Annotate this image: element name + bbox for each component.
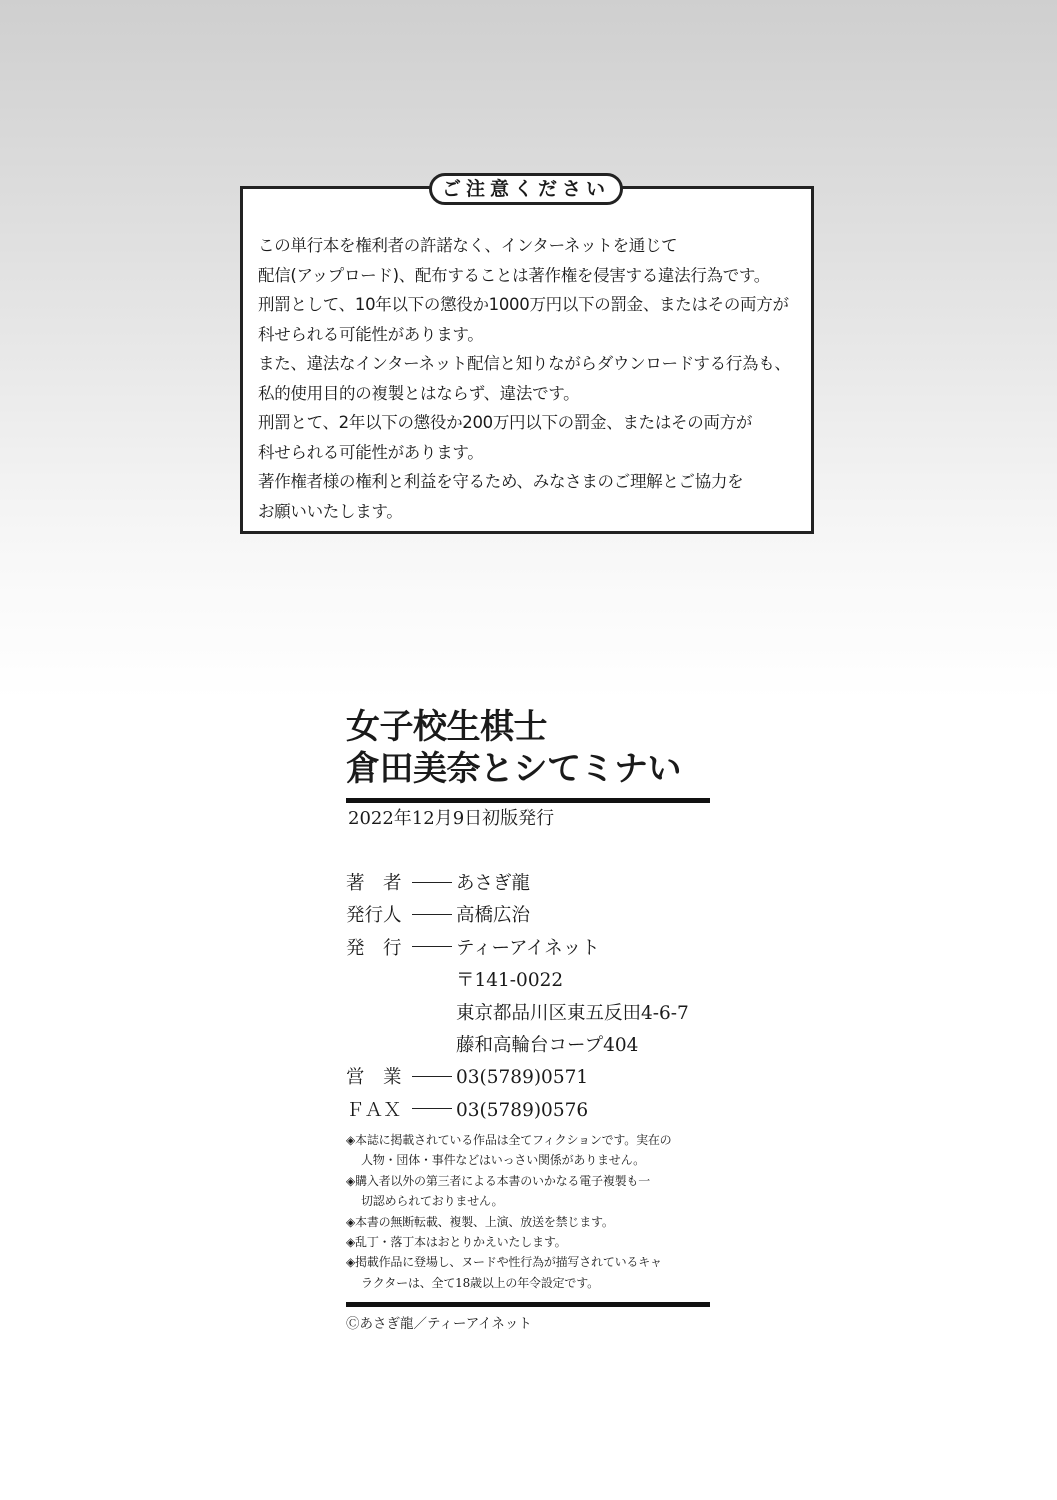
book-title bbox=[346, 706, 746, 790]
notice-line: この単行本を権利者の許諾なく、インターネットを通じて bbox=[258, 236, 678, 255]
note-line: ラクターは、全て18歳以上の年令設定です。 bbox=[361, 1275, 599, 1290]
notice-line: 刑罰として、10年以下の懲役か1000万円以下の罰金、またはその両方が bbox=[258, 295, 789, 314]
sales-phone: 03(5789)0571 bbox=[456, 1067, 589, 1089]
notice-line: お願いいたします。 bbox=[258, 501, 403, 521]
address-line-2: 藤和高輪台コープ404 bbox=[456, 1034, 639, 1056]
publisher-label: 発 行 bbox=[346, 937, 402, 959]
note-line: ◈掲載作品に登場し、ヌードや性行為が描写されているキャ bbox=[346, 1255, 662, 1270]
notice-line: 私的使用目的の複製とはならず、違法です。 bbox=[258, 383, 580, 403]
note-line: ◈購入者以外の第三者による本書のいかなる電子複製も一 bbox=[346, 1173, 651, 1188]
title-divider bbox=[346, 798, 710, 803]
book-title-line-1: 女子校生棋士 bbox=[346, 707, 547, 747]
author-name: あさぎ龍 bbox=[456, 873, 531, 894]
note-line: 切認められておりません。 bbox=[361, 1194, 504, 1209]
notice-text bbox=[258, 231, 808, 526]
notice-line: 配信(アップロード)、配布することは著作権を侵害する違法行為です。 bbox=[258, 265, 770, 285]
postal-code: 〒141-0022 bbox=[456, 970, 564, 992]
address-line-1: 東京都品川区東五反田4-6-7 bbox=[456, 1002, 689, 1024]
publisher-person-name: 高橋広治 bbox=[456, 905, 531, 927]
notice-line: 科せられる可能性があります。 bbox=[258, 442, 484, 462]
notice-line: また、違法なインターネット配信と知りながらダウンロードする行為も、 bbox=[258, 354, 791, 373]
notice-line: 著作権者様の権利と利益を守るため、みなさまのご理解とご協力を bbox=[258, 472, 744, 491]
note-line: ◈本誌に掲載されている作品は全てフィクションです。実在の bbox=[346, 1133, 672, 1147]
leader-dash bbox=[412, 933, 456, 965]
fax-number: 03(5789)0576 bbox=[456, 1099, 589, 1121]
note-line: 人物・団体・事件などはいっさい関係がありません。 bbox=[361, 1153, 645, 1168]
sales-label: 営 業 bbox=[346, 1067, 402, 1089]
colophon-fax-row bbox=[346, 1095, 766, 1127]
colophon bbox=[346, 868, 766, 1127]
notice-line: 科せられる可能性があります。 bbox=[258, 324, 484, 344]
copyright: Ⓒあさぎ龍／ティーアイネット bbox=[346, 1316, 532, 1332]
publication-date: 2022年12月9日初版発行 bbox=[348, 808, 555, 829]
colophon-publisher-person-row bbox=[346, 900, 766, 932]
notice-title: ご注意ください bbox=[429, 173, 623, 205]
notes-divider bbox=[346, 1302, 710, 1307]
author-label: 著 者 bbox=[346, 873, 402, 894]
legal-notes bbox=[346, 1130, 726, 1293]
note-line: ◈乱丁・落丁本はおとりかえいたします。 bbox=[346, 1235, 567, 1250]
book-title-line-2: 倉田美奈とシてミナい bbox=[346, 749, 681, 789]
colophon-sales-row bbox=[346, 1062, 766, 1094]
colophon-publisher-row bbox=[346, 933, 766, 965]
leader-dash bbox=[412, 868, 456, 900]
notice-box bbox=[240, 178, 814, 534]
notice-line: 刑罰とて、2年以下の懲役か200万円以下の罰金、またはその両方が bbox=[258, 413, 753, 432]
leader-dash bbox=[412, 1062, 456, 1094]
leader-dash bbox=[412, 1095, 456, 1127]
colophon-author-row bbox=[346, 868, 766, 900]
leader-dash bbox=[412, 900, 456, 932]
fax-label: ＦＡＸ bbox=[346, 1099, 402, 1121]
publisher-person-label: 発行人 bbox=[346, 905, 402, 927]
publisher-name: ティーアイネット bbox=[456, 937, 600, 959]
note-line: ◈本書の無断転載、複製、上演、放送を禁じます。 bbox=[346, 1214, 614, 1229]
